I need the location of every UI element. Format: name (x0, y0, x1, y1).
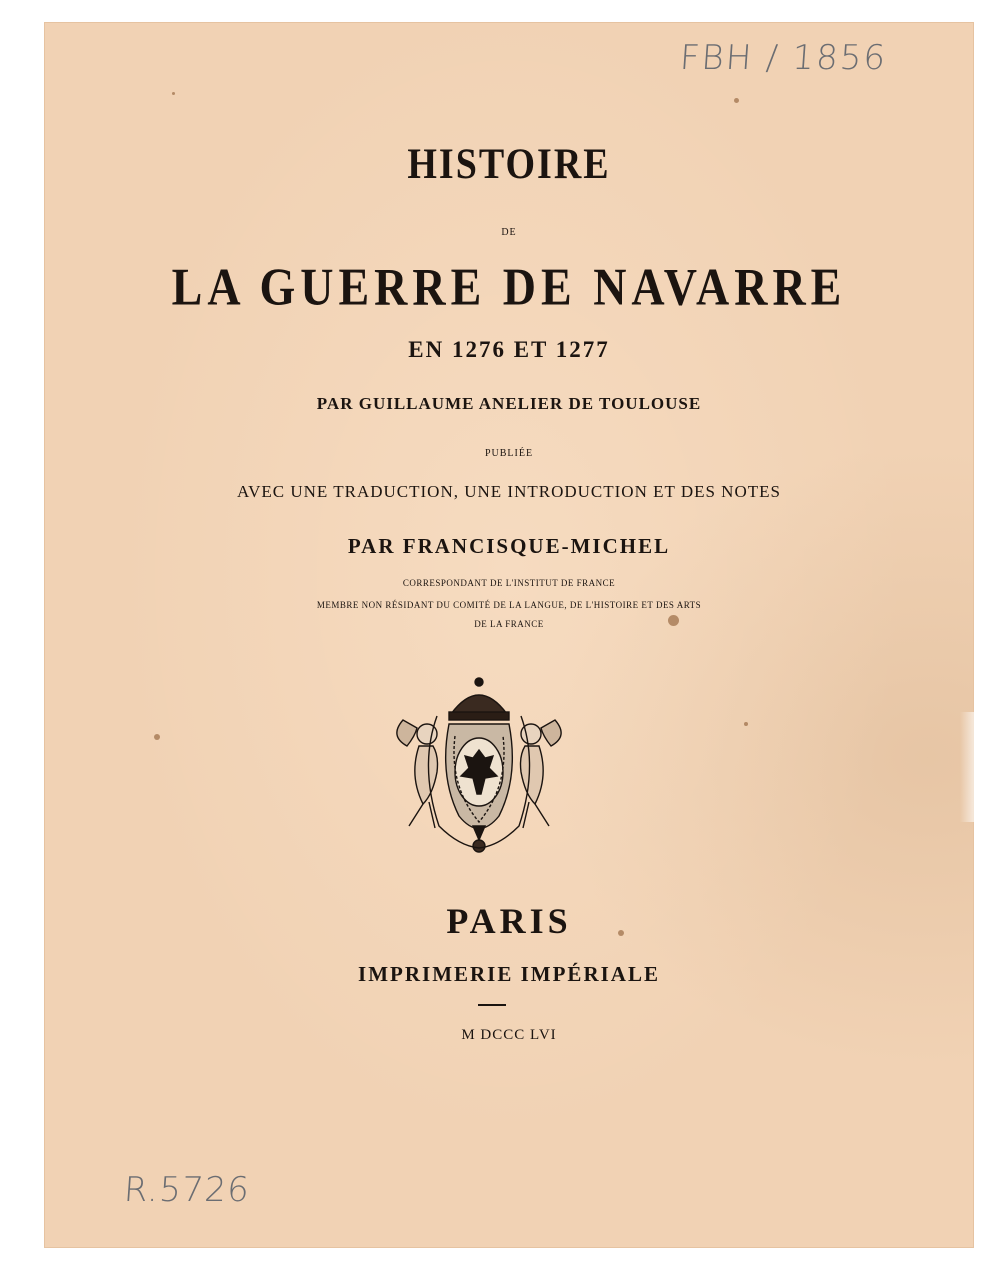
shelfmark-top: FBH / 1856 (678, 38, 889, 78)
divider-rule (478, 1004, 506, 1006)
publication-date: M DCCC LVI (461, 1027, 557, 1043)
foxing-spot (744, 722, 748, 726)
editor-line: PAR FRANCISQUE-MICHEL (347, 534, 671, 558)
title-page (44, 22, 974, 1248)
publisher: IMPRIMERIE IMPÉRIALE (358, 962, 660, 986)
imperial-arms-emblem (389, 676, 569, 862)
place-of-publication: PARIS (446, 901, 572, 941)
credentials-line-2: MEMBRE NON RÉSIDANT DU COMITÉ DE LA LANGUE, DE L'HISTOIRE ET DES ARTS (316, 600, 702, 610)
foxing-spot (618, 930, 624, 936)
foxing-spot (172, 92, 175, 95)
author-line: PAR GUILLAUME ANELIER DE TOULOUSE (316, 394, 702, 413)
translation-line: AVEC UNE TRADUCTION, UNE INTRODUCTION ET DES NOTES (237, 482, 781, 501)
title-line-de: DE (501, 227, 517, 238)
publiee-line: PUBLIÉE (484, 448, 534, 459)
foxing-spot (154, 734, 160, 740)
shelfmark-bottom: R.5726 (122, 1170, 252, 1210)
main-title: LA GUERRE DE NAVARRE (171, 257, 847, 316)
title-line-histoire: HISTOIRE (407, 139, 611, 189)
years-line: EN 1276 ET 1277 (408, 337, 610, 362)
foxing-spot (668, 615, 679, 626)
foxing-spot (734, 98, 739, 103)
credentials-line-3: DE LA FRANCE (474, 619, 544, 629)
credentials-line-1: CORRESPONDANT DE L'INSTITUT DE FRANCE (402, 578, 616, 588)
paper-edge-tear (960, 712, 974, 822)
